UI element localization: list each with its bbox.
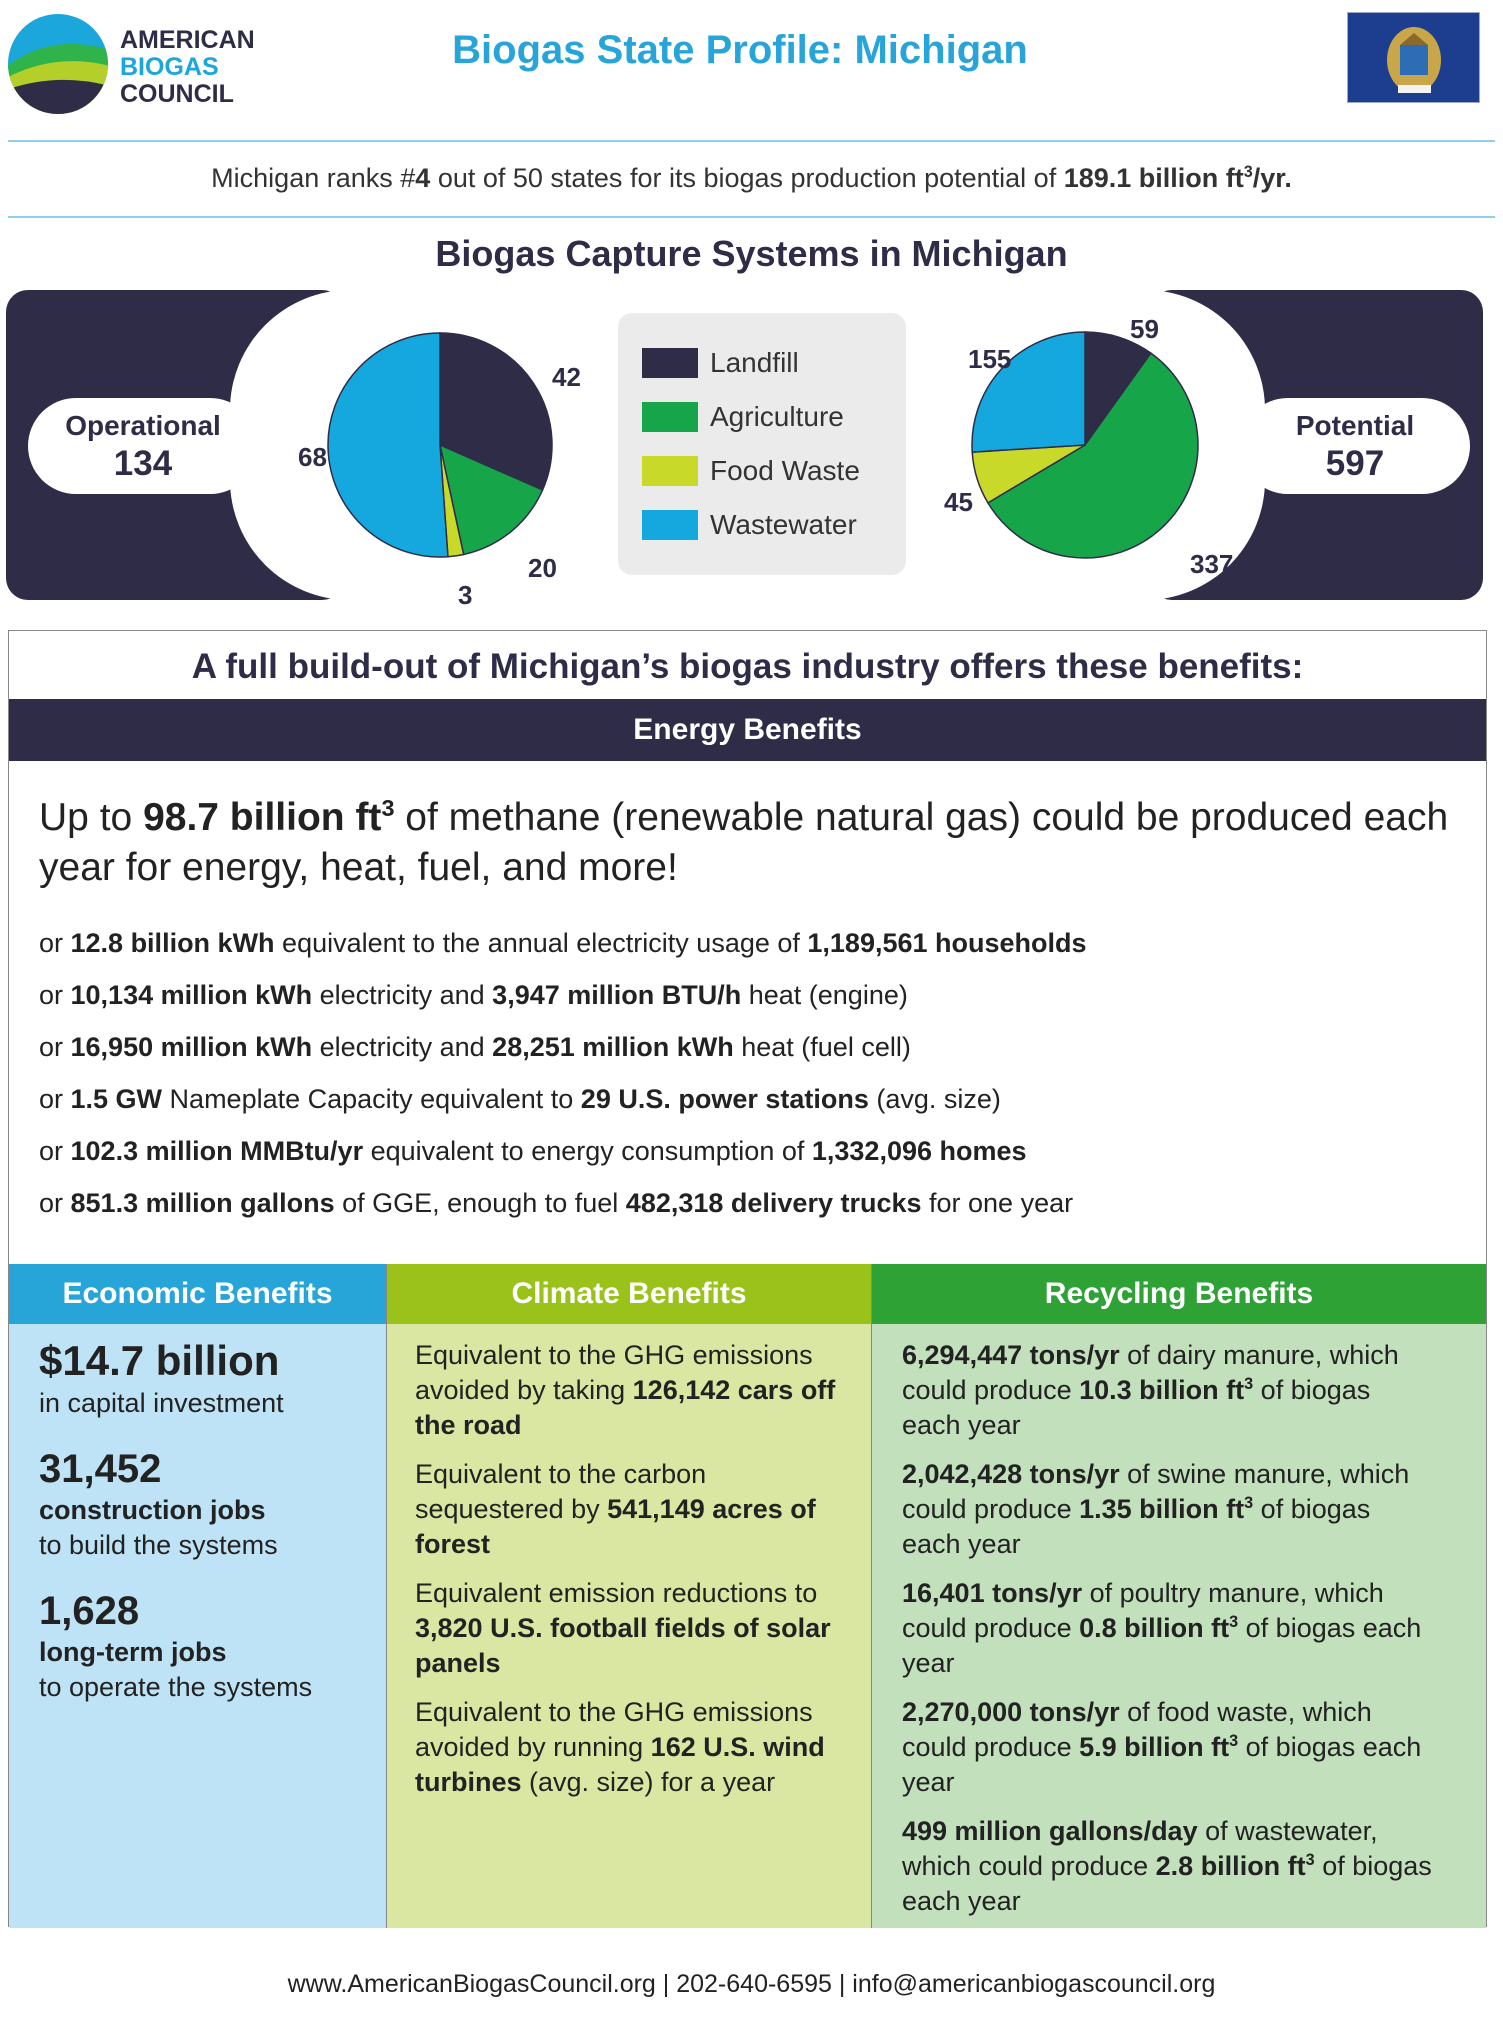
benefits-heading: A full build-out of Michigan’s biogas industry offers these benefits:: [191, 647, 1304, 686]
footer-contact: www.AmericanBiogasCouncil.org | 202-640-6595 | info@americanbiogascouncil.org: [287, 1970, 1216, 1998]
divider: [8, 140, 1495, 142]
pie-data-label: 68: [298, 442, 327, 472]
climate-item: Equivalent to the GHG emissions avoided by taking 126,142 cars off the road: [415, 1340, 836, 1440]
org-name-line1: AMERICAN: [120, 26, 255, 54]
long-term-jobs-value: 1,628: [39, 1589, 140, 1633]
org-name-line2: BIOGAS: [120, 53, 219, 81]
energy-equivalents-list: [39, 917, 1459, 1229]
climate-item: Equivalent emission reductions to 3,820 U.S. football fields of solar panels: [415, 1578, 831, 1678]
legend-item-food-waste: [642, 451, 860, 491]
capital-investment-value: $14.7 billion: [39, 1337, 280, 1384]
energy-line: or 851.3 million gallons of GGE, enough to fuel 482,318 delivery trucks for one year: [39, 1188, 1074, 1218]
methane-statement: Up to 98.7 billion $ft^3$ of methane (renewable natural gas) could be produced each year for energy, heat, fuel, and more!: [39, 795, 1449, 889]
pie-data-label: 45: [944, 487, 973, 517]
energy-line: or 16,950 million kWh electricity and 28,251 million kWh heat (fuel cell): [39, 1032, 911, 1062]
operational-label: Operational: [65, 410, 221, 441]
recycling-column: [872, 1264, 1486, 1928]
potential-pill: [1240, 398, 1470, 494]
operational-pill: [28, 398, 258, 494]
pie-data-label: 59: [1130, 314, 1159, 344]
economic-column: [9, 1264, 387, 1928]
abc-logo: [6, 12, 366, 116]
biogas-council-logo-icon: [6, 12, 110, 116]
legend-label: Agriculture: [710, 401, 844, 432]
construction-jobs-text: to build the systems: [39, 1530, 278, 1560]
potential-label: Potential: [1295, 410, 1415, 441]
climate-body: [387, 1324, 871, 1928]
economic-body: [9, 1324, 386, 1928]
operational-value: 134: [113, 444, 173, 483]
benefits-box: [8, 630, 1487, 1927]
capture-heading: Biogas Capture Systems in Michigan: [435, 233, 1068, 274]
legend-item-landfill: [642, 343, 799, 383]
pie-data-label: 42: [552, 362, 581, 392]
long-term-jobs-label: long-term jobs: [39, 1637, 227, 1667]
recycling-item: 2,042,428 tons/yr of swine manure, which could produce 1.35 billion $ft^3$ of biogas each year: [902, 1459, 1410, 1559]
legend-swatch: [642, 510, 698, 540]
energy-line: or 10,134 million kWh electricity and 3,947 million BTU/h heat (engine): [39, 980, 908, 1010]
pie-data-label: 155: [968, 344, 1012, 374]
recycling-item: 2,270,000 tons/yr of food waste, which could produce 5.9 billion $ft^3$ of biogas each year: [902, 1697, 1422, 1797]
legend-swatch: [642, 402, 698, 432]
legend-label: Wastewater: [710, 509, 857, 540]
energy-line: or 102.3 million MMBtu/yr equivalent to energy consumption of 1,332,096 homes: [39, 1136, 1027, 1166]
long-term-jobs-text: to operate the systems: [39, 1672, 313, 1702]
pie-data-label: 3: [458, 580, 473, 610]
capital-investment-text: in capital investment: [39, 1388, 284, 1418]
recycling-header: Recycling Benefits: [872, 1264, 1486, 1324]
page-title: Biogas State Profile: Michigan: [452, 28, 1028, 72]
economic-header: Economic Benefits: [9, 1264, 386, 1324]
pie-slice-wastewater: [328, 333, 448, 557]
pie-legend: [618, 313, 906, 575]
climate-item: Equivalent to the GHG emissions avoided by running 162 U.S. wind turbines (avg. size) for a year: [415, 1697, 825, 1797]
energy-line: or 12.8 billion kWh equivalent to the annual electricity usage of 1,189,561 households: [39, 928, 1087, 958]
legend-swatch: [642, 456, 698, 486]
recycling-body: [872, 1324, 1486, 1928]
legend-label: Food Waste: [710, 455, 860, 486]
recycling-item: 499 million gallons/day of wastewater, which could produce 2.8 billion $ft^3$ of biogas each year: [902, 1816, 1432, 1916]
pie-data-label: 20: [528, 553, 557, 583]
legend-item-agriculture: [642, 397, 844, 437]
legend-label: Landfill: [710, 347, 799, 378]
legend-item-wastewater: [642, 505, 857, 545]
construction-jobs-value: 31,452: [39, 1447, 162, 1491]
recycling-item: 6,294,447 tons/yr of dairy manure, which could produce 10.3 billion $ft^3$ of biogas each year: [902, 1340, 1399, 1440]
divider: [8, 216, 1495, 218]
climate-item: Equivalent to the carbon sequestered by 541,149 acres of forest: [415, 1459, 816, 1559]
energy-line: or 1.5 GW Nameplate Capacity equivalent to 29 U.S. power stations (avg. size): [39, 1084, 1001, 1114]
pie-data-label: 337: [1190, 549, 1234, 579]
michigan-flag-icon: [1347, 12, 1480, 103]
legend-swatch: [642, 348, 698, 378]
potential-value: 597: [1325, 444, 1385, 483]
climate-column: [387, 1264, 872, 1928]
climate-header: Climate Benefits: [387, 1264, 871, 1324]
org-name-line3: COUNCIL: [120, 80, 234, 108]
energy-benefits-header: Energy Benefits: [9, 699, 1486, 761]
potential-pie-chart: [920, 300, 1220, 600]
recycling-item: 16,401 tons/yr of poultry manure, which could produce 0.8 billion $ft^3$ of biogas each year: [902, 1578, 1422, 1678]
construction-jobs-label: construction jobs: [39, 1495, 266, 1525]
rank-statement: Michigan ranks #4 out of 50 states for its biogas production potential of 189.1 billion $ft^3/yr$.: [211, 163, 1292, 193]
